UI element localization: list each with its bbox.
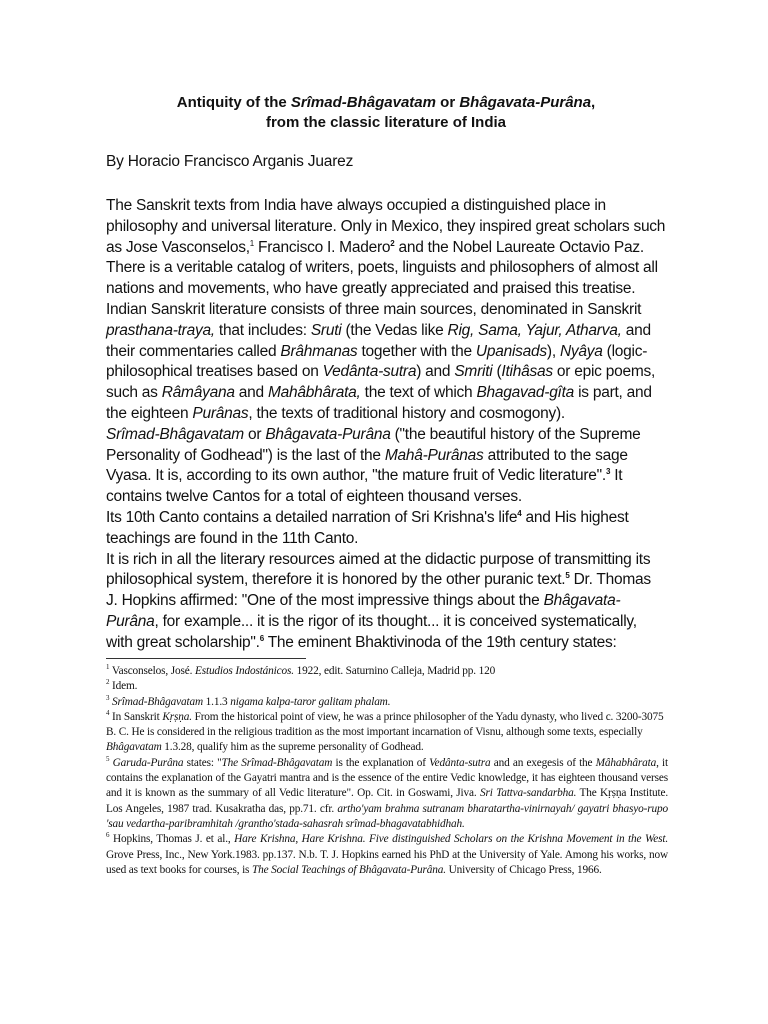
term: Garuda-Purâna (109, 756, 184, 769)
footnote-ref[interactable]: 4 (517, 508, 522, 518)
text: From the historical point of view, he was a prince philosopher of the Yadu dynasty, who lived c. 3200-3075 B. C. He is considered in the religious tradition as the most important incarnation of Visnu, although some texts, especially (106, 710, 664, 739)
text: 1.3.28, qualify him as the supreme personality of Godhead. (161, 741, 424, 754)
text: states: " (183, 756, 222, 769)
term: Vedânta-sutra (429, 756, 491, 769)
text: The Sanskrit texts from India have always occupied a distinguished place in philosophy and universal literature. Only in Mexico, they inspired great scholars such as Jose Vasconselos, (106, 197, 666, 256)
term: Sruti (310, 321, 342, 339)
term: Purânas (192, 404, 249, 422)
text: The Kṛṣṇa Institute. Los Angeles, 1987 trad. Kusakratha das, pp.71. cfr. (106, 787, 669, 815)
text: ("the beautiful history of the Supreme Personality of Godhead") is the last of the (106, 425, 641, 464)
footnote-number: 3 (106, 693, 110, 702)
term: Mâhabhârata (595, 756, 657, 769)
text: The eminent Bhaktivinoda of the 19th century states: (263, 633, 617, 651)
text: It contains twelve Cantos for a total of eighteen thousand verses. (106, 467, 623, 506)
text: University of Chicago Press, 1966. (445, 863, 602, 876)
title-text: Antiquity of the (176, 94, 291, 111)
footnote-ref[interactable]: 6 (259, 633, 264, 643)
term: Bhâgavatam (106, 741, 162, 754)
text: Vasconselos, José. (109, 665, 195, 677)
text: (the Vedas like (341, 321, 448, 339)
paragraph-6 (106, 550, 666, 654)
citation-title: Srîmad-Bhâgavatam (109, 695, 203, 708)
title-text: or (435, 94, 460, 111)
text: (logic-philosophical treatises based on (106, 342, 648, 381)
text: Its 10th Canto contains a detailed narration of Sri Krishna's life (106, 508, 518, 526)
text: 1922, edit. Saturnino Calleja, Madrid pp. 120 (293, 665, 496, 677)
text: ( (492, 363, 502, 381)
footnote-number: 2 (106, 678, 110, 687)
text: together with the (357, 342, 476, 360)
text: Grove Press, Inc., New York.1983. pp.137. N.b. T. J. Hopkins earned his PhD at the University of Yale. Among his works, now used as text books for courses, is (106, 848, 668, 876)
term: prasthana-traya, (106, 321, 215, 339)
term: Bhâgavata-Purâna (265, 425, 391, 443)
term: Mahâ-Purânas (384, 446, 484, 464)
footnote-number: 6 (106, 831, 110, 840)
text: It is rich in all the literary resources aimed at the didactic purpose of transmitting its philosophical system, therefore it is honored by the other puranic text. (106, 550, 651, 589)
text: or epic poems, such as (106, 363, 656, 402)
paragraph-1 (106, 196, 666, 258)
footnote-ref[interactable]: 5 (565, 571, 570, 581)
text: , it contains the explanation of the Gayatri mantra and is the essence of the entire Vedic knowledge, it has eighteen thousand verses and it is known as the summary of all Vedic literature". Op. Cit. in Goswami, Jiva. (106, 756, 669, 800)
term: Vedânta-sutra (322, 363, 417, 381)
sanskrit-quote: artho'yam brahma sutranam bharatartha-vinirnayah/ gayatri bhasyo-rupo 'sau vedartha-paribramhitah /grantho'stada-sahasrah srîmad-bhagavatabhidhah. (106, 802, 669, 830)
text: and their commentaries called (106, 321, 651, 360)
sanskrit-quote: nigama kalpa-taror galitam phalam. (230, 695, 391, 708)
footnote-ref[interactable]: 1 (249, 238, 254, 248)
text: and the Nobel Laureate Octavio Paz. (394, 238, 644, 256)
term: Srîmad-Bhâgavatam (106, 425, 244, 443)
footnote-6 (106, 832, 668, 878)
text: Francisco I. Madero (253, 238, 391, 256)
text: , for example... it is the rigor of its thought... it is conceived systematically, with great scholarship". (106, 612, 637, 651)
footnote-number: 1 (106, 663, 110, 672)
text: In Sanskrit (109, 710, 163, 723)
footnote-number: 4 (106, 709, 110, 718)
paragraph-4 (106, 425, 666, 508)
footnote-number: 5 (106, 755, 110, 764)
text: attributed to the sage Vyasa. It is, according to its own author, "the mature fruit of Vedic literature". (106, 446, 628, 485)
citation-title: Sri Tattva-sandarbha. (479, 787, 577, 800)
term: Upanisads (475, 342, 547, 360)
title-emphasis: Srîmad-Bhâgavatam (290, 94, 436, 111)
footnote-5 (106, 756, 668, 832)
footnote-2 (106, 679, 668, 694)
text: Indian Sanskrit literature consists of three main sources, denominated in Sanskrit (106, 300, 642, 318)
footnote-divider (106, 658, 306, 659)
title-emphasis: Bhâgavata-Purâna (459, 94, 592, 111)
title-line-1 (106, 93, 666, 113)
text: ) and (416, 363, 455, 381)
text: Dr. Thomas J. Hopkins affirmed: "One of the most impressive things about the (106, 571, 651, 610)
text: and an exegesis of the (490, 756, 596, 769)
paragraph-3 (106, 300, 666, 425)
citation-title: Hare Krishna, Hare Krishna. Five distinguished Scholars on the Krishna Movement in the West. (234, 833, 668, 846)
text: or (243, 425, 266, 443)
body-text (106, 196, 666, 654)
term: Râmâyana (161, 384, 235, 402)
term: The Srîmad-Bhâgavatam (221, 756, 333, 769)
text: and (234, 384, 268, 402)
author-byline: By Horacio Francisco Arganis Juarez (106, 153, 354, 170)
term: Smriti (454, 363, 493, 381)
text: Idem. (109, 680, 138, 693)
term: Bhagavad-gîta (476, 384, 575, 402)
document-title (106, 93, 666, 133)
footnote-ref[interactable]: 2 (390, 238, 395, 248)
text: that includes: (214, 321, 311, 339)
text: Hopkins, Thomas J. et al., (109, 833, 235, 846)
term: Brâhmanas (280, 342, 358, 360)
citation-title: The Social Teachings of Bhâgavata-Purâna. (251, 863, 446, 876)
text: and His highest teachings are found in the 11th Canto. (106, 508, 629, 547)
footnote-3 (106, 695, 668, 710)
text: the text of which (360, 384, 477, 402)
term: Nyâya (559, 342, 603, 360)
text: 1.1.3 (203, 695, 231, 708)
text: is part, and the eighteen (106, 384, 652, 422)
paragraph-5 (106, 508, 666, 550)
footnote-1 (106, 664, 668, 679)
term: Kṛṣṇa. (162, 710, 192, 723)
text: , the texts of traditional history and cosmogony). (248, 404, 565, 422)
footnotes (106, 664, 668, 878)
footnote-4 (106, 710, 668, 756)
text: ), (546, 342, 560, 360)
title-line-2: from the classic literature of India (265, 114, 507, 131)
term: Rig, Sama, Yajur, Atharva, (447, 321, 622, 339)
citation-title: Estudios Indostánicos. (194, 665, 294, 677)
term: Mahâbhârata, (267, 384, 361, 402)
paragraph-2: There is a veritable catalog of writers, poets, linguists and philosophers of almost all nations and movements, who have greatly appreciated and praised this treatise. (106, 259, 658, 298)
footnote-ref[interactable]: 3 (605, 467, 611, 477)
term: Itihâsas (501, 363, 553, 381)
title-text: , (591, 94, 596, 111)
text: is the explanation of (332, 756, 430, 769)
term: Bhâgavata-Purâna (106, 592, 621, 630)
